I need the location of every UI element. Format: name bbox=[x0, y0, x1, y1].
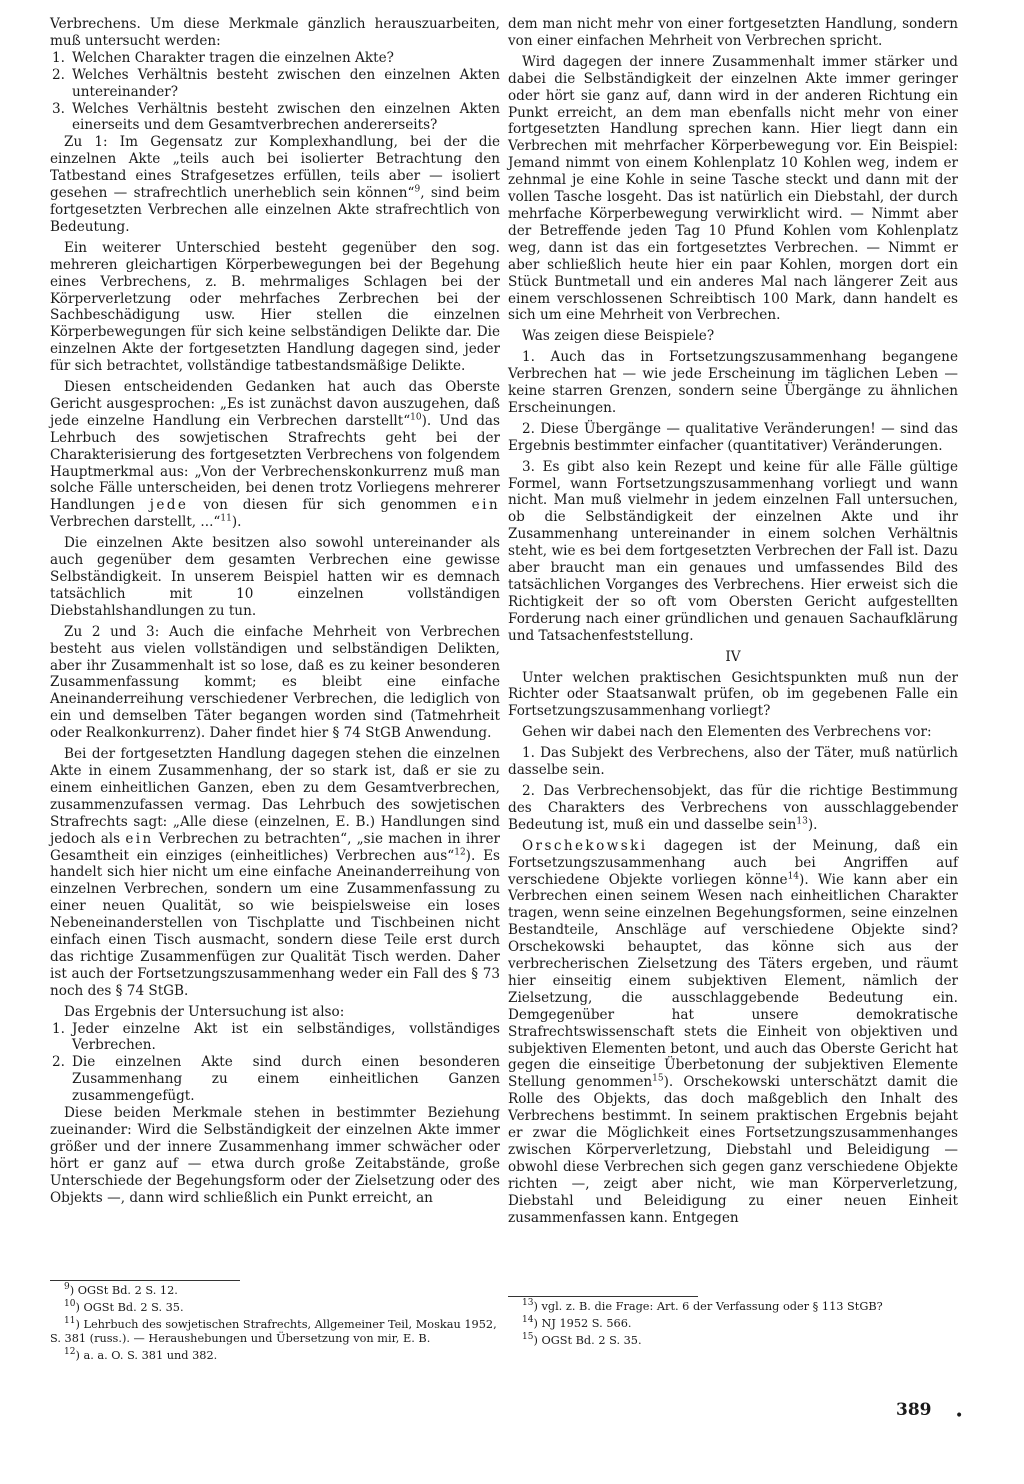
emphasis: Orschekowski bbox=[522, 837, 648, 854]
list-item: 1. Welchen Charakter tragen die einzelnen Akte? bbox=[52, 49, 394, 66]
paragraph: Wird dagegen der innere Zusammenhalt immer stärker und dabei die Selbständigkeit der einzelnen Akte immer geringer oder hört sie ganz auf, dann wird in der anderen Richtung ein Punkt erreicht, an dem man ebenfalls nicht mehr von einer fortgesetzten Handlung sprechen kann. Hier liegt dann ein Verbrechen mit mehrfacher Körperbewegung vor. Ein Beispiel: Jemand nimmt von einem Kohlenplatz 10 Kohlen weg, indem er zehnmal je eine Kohle in seine Tasche steckt und dann mit der vollen Tasche losgeht. Das ist natürlich ein Diebstahl, der durch mehrfache Körperbewegung verwirklicht wird. — Nimmt aber der Betreffende jeden Tag 10 Pfund Kohlen vom Kohlenplatz weg, dann ist das ein fortgesetztes Verbrechen. — Nimmt er aber schließlich heute hier ein paar Kohlen, morgen dort ein Stück Buntmetall und ein anderes Mal nach längerer Zeit aus einem verschlossenen Schreibtisch 100 Mark, dann handelt es sich um eine Mehrheit von Verbrechen. bbox=[508, 53, 958, 324]
page-mark: • bbox=[955, 1408, 964, 1424]
paragraph: Orschekowski dagegen ist der Meinung, daß ein Fortsetzungszusammenhang auch bei Angriffen auf verschiedene Objekte vorliegen könne$^{14}$). Wie kann aber ein Verbrechen einen seinem Wesen nach einheitlichen Charakter tragen, wenn seine einzelnen Begehungsformen, seine einzelnen Bestandteile, Anschläge auf verschiedene Objekte sind? Orschekowski behauptet, das könne sich aus der verbrecherischen Zielsetzung des Täters ergeben, und räumt hier einseitig einem subjektiven Element, nämlich der Zielsetzung, die ausschlaggebende Bedeutung ein. Demgegenüber hat unsere demokratische Strafrechtswissenschaft stets die Einheit von objektiven und subjektiven Elementen betont, und auch das Oberste Gericht hat gegen die einseitige Überbetonung der subjektiven Elemente Stellung genommen$^{15}$). Orschekowski unterschätzt damit die Rolle des Objekts, das doch maßgeblich den Inhalt des Verbrechens bestimmt. In seinem praktischen Ergebnis bejaht er zwar die Möglichkeit eines Fortsetzungszusammenhanges zwischen Körperverletzung, Diebstahl und Beleidigung — obwohl diese Verbrechen sich gegen ganz verschiedene Objekte richten —, zeigt aber nicht, wie man Körperverletzung, Diebstahl und Beleidigung zu einer neuen Einheit zusammenfassen kann. Entgegen bbox=[508, 837, 958, 1226]
paragraph: Was zeigen diese Beispiele? bbox=[522, 328, 715, 345]
paragraph: Das Ergebnis der Untersuchung ist also: bbox=[64, 1003, 345, 1020]
paragraph: Ein weiterer Unterschied besteht gegenüber den sog. mehreren gleichartigen Körperbewegungen bei der Begehung eines Verbrechens, z. B. mehrmaliges Schlagen bei der Körperverletzung oder mehrfaches Zerbrechen bei der Sachbeschädigung usw. Hier stellen die einzelnen Körperbewegungen für sich keine selbständigen Delikte dar. Die einzelnen Akte der fortgesetzten Handlung dagegen sind, jeder für sich betrachtet, vollständige tatbestandsmäßige Delikte. bbox=[50, 239, 500, 375]
paragraph: Bei der fortgesetzten Handlung dagegen stehen die einzelnen Akte in einem Zusammenhang, der so stark ist, daß er sie zu einem einheitlichen Ganzen, eben zu dem Gesamtverbrechen, zusammenzufassen vermag. Das Lehrbuch des sowjetischen Strafrechts sagt: „Alle diese (einzelnen, E. B.) Handlungen sind jedoch als ein Verbrechen zu betrachten“, „sie machen in ihrer Gesamtheit ein einziges (einheitliches) Verbrechen aus“$^{12}$). Es handelt sich hier nicht um eine einfache Aneinanderreihung von einzelnen Verbrechen, sondern um eine Zusammenfassung zu einer neuen Qualität, so wie beispielsweise ein loses Nebeneinanderstellen von Tischplatte und Tischbeinen nicht einfach einen Tisch ausmacht, sondern diese Teile erst durch das richtige Zusammenfügen zur Qualität Tisch werden. Daher ist auch der Fortsetzungszusammenhang weder ein Fall des § 73 noch des § 74 StGB. bbox=[50, 746, 500, 999]
footnote: $^{13}$) vgl. z. B. die Frage: Art. 6 der Verfassung oder § 113 StGB? bbox=[522, 1298, 883, 1313]
footnote: $^9$) OGSt Bd. 2 S. 12. bbox=[64, 1282, 178, 1297]
paragraph: Zu 2 und 3: Auch die einfache Mehrheit von Verbrechen besteht aus vielen vollständigen und selbständigen Delikten, aber ihr Zusammenhalt ist so lose, daß es zu keiner besonderen Zusammenfassung kommt; es bleibt eine einfache Aneinanderreihung verschiedener Verbrechen, die lediglich von ein und demselben Täter begangen worden sind (Tatmehrheit oder Realkonkurrenz). Daher findet hier § 74 StGB Anwendung. bbox=[50, 623, 500, 742]
paragraph: Zu 1: Im Gegensatz zur Komplexhandlung, bei der die einzelnen Akte „teils auch bei isolierter Betrachtung den Tatbestand eines Strafgesetzes erfüllen, teils aber — isoliert gesehen — strafrechtlich unerheblich sein können“$^9$, sind beim fortgesetzten Verbrechen alle einzelnen Akte strafrechtlich von Bedeutung. bbox=[50, 134, 501, 235]
list-item: 3. Welches Verhältnis besteht zwischen den einzelnen Akten einerseits und dem Gesamtverbrechen andererseits? bbox=[52, 100, 500, 134]
section-heading: IV bbox=[725, 648, 741, 665]
footnote-divider bbox=[508, 1296, 698, 1297]
emphasis: ein bbox=[125, 830, 154, 847]
paragraph: Die einzelnen Akte besitzen also sowohl untereinander als auch gegenüber dem gesamten Verbrechen eine gewisse Selbständigkeit. In unserem Beispiel hatten wir es demnach tatsächlich mit 10 einzelnen vollständigen Diebstahlshandlungen zu tun. bbox=[50, 535, 500, 619]
paragraph: 1. Das Subjekt des Verbrechens, also der Täter, muß natürlich dasselbe sein. bbox=[508, 745, 958, 779]
left-column bbox=[50, 16, 500, 1207]
footnote-ref: 15 bbox=[652, 1073, 664, 1084]
list-item: 2. Die einzelnen Akte sind durch einen besonderen Zusammenhang zu einem einheitlichen Ganzen zusammengefügt. bbox=[52, 1054, 500, 1105]
footnote-divider bbox=[50, 1280, 240, 1281]
emphasis: jede bbox=[149, 497, 189, 514]
list-item: 1. Jeder einzelne Akt ist ein selbständiges, vollständiges Verbrechen. bbox=[52, 1020, 500, 1054]
footnote: $^{11}$) Lehrbuch des sowjetischen Strafrechts, Allgemeiner Teil, Moskau 1952, S. 381 (russ.). — Heraushebungen und Übersetzung von mir, E. B. bbox=[50, 1316, 497, 1345]
paragraph: 3. Es gibt also kein Rezept und keine für alle Fälle gültige Formel, wann Fortsetzungszusammenhang vorliegt und wann nicht. Man muß vielmehr in jedem einzelnen Fall untersuchen, ob die Selbständigkeit der einzelnen Akte und ihr Zusammenhang untereinander in einem solchen Verhältnis steht, wie es bei dem fortgesetzten Verbrechen der Fall ist. Dazu aber braucht man ein genaues und umfassendes Bild des tatsächlichen Vorganges des Verbrechens. Hier erweist sich die Richtigkeit der so oft vom Obersten Gericht aufgestellten Forderung nach einer gründlichen und genauen Sachaufklärung und Tatsachenfeststellung. bbox=[508, 458, 958, 644]
paragraph: 1. Auch das in Fortsetzungszusammenhang begangene Verbrechen hat — wie jede Erscheinung im täglichen Leben — keine starren Grenzen, sondern seine Übergänge zu ähnlichen Erscheinungen. bbox=[508, 349, 958, 416]
paragraph: 2. Das Verbrechensobjekt, das für die richtige Bestimmung des Charakters des Verbrechens von ausschlaggebender Bedeutung ist, muß ein und dasselbe sein$^{13}$). bbox=[508, 782, 958, 833]
page-number: 389 bbox=[896, 1400, 932, 1420]
paragraph: Verbrechens. Um diese Merkmale gänzlich herauszuarbeiten, muß untersucht werden: bbox=[50, 16, 500, 49]
footnotes-left bbox=[50, 1280, 500, 1363]
footnote-ref: 10 bbox=[410, 412, 422, 423]
footnote: $^{14}$) NJ 1952 S. 566. bbox=[522, 1315, 632, 1330]
footnote-ref: 14 bbox=[787, 870, 800, 881]
footnote: $^{12}$) a. a. O. S. 381 und 382. bbox=[64, 1347, 218, 1362]
footnote-ref: 9 bbox=[414, 184, 421, 195]
paragraph: Unter welchen praktischen Gesichtspunkten muß nun der Richter oder Staatsanwalt prüfen, ob im gegebenen Falle ein Fortsetzungszusammenhang vorliegt? bbox=[508, 669, 958, 720]
footnote-ref: 12 bbox=[454, 846, 466, 857]
footnotes-right bbox=[508, 1296, 958, 1348]
paragraph: Diesen entscheidenden Gedanken hat auch das Oberste Gericht ausgesprochen: „Es ist zunächst davon auszugehen, daß jede einzelne Handlung ein Verbrechen darstellt“$^{10}$). Und das Lehrbuch des sowjetischen Strafrechts geht bei der Charakterisierung des fortgesetzten Verbrechens von folgendem Hauptmerkmal aus: „Von der Verbrechenskonkurrenz muß man solche Fälle unterscheiden, bei denen trotz Vorliegens mehrerer Handlungen jede von diesen für sich genommen ein Verbrechen darstellt, ...“$^{11}$). bbox=[50, 379, 500, 531]
paragraph: dem man nicht mehr von einer fortgesetzten Handlung, sondern von einer einfachen Mehrheit von Verbrechen spricht. bbox=[508, 16, 958, 49]
footnote-ref: 13 bbox=[796, 816, 808, 827]
paragraph: 2. Diese Übergänge — qualitative Veränderungen! — sind das Ergebnis bestimmter einfacher (quantitativer) Veränderungen. bbox=[508, 420, 958, 454]
footnote-ref: 11 bbox=[220, 513, 232, 524]
list-item: 2. Welches Verhältnis besteht zwischen den einzelnen Akten untereinander? bbox=[52, 66, 500, 100]
footnote: $^{10}$) OGSt Bd. 2 S. 35. bbox=[64, 1299, 184, 1314]
result-list bbox=[50, 1021, 500, 1106]
footnote: $^{15}$) OGSt Bd. 2 S. 35. bbox=[522, 1332, 642, 1347]
question-list bbox=[50, 50, 500, 135]
paragraph: Diese beiden Merkmale stehen in bestimmter Beziehung zueinander: Wird die Selbständigkeit der einzelnen Akte immer größer und der innere Zusammenhang immer schwächer oder hört er ganz auf — etwa durch große Zeitabstände, große Unterschiede der Begehungsform oder der Zielsetzung oder des Objekts —, dann wird schließlich ein Punkt erreicht, an bbox=[50, 1105, 500, 1206]
paragraph: Gehen wir dabei nach den Elementen des Verbrechens vor: bbox=[522, 724, 932, 741]
emphasis: ein bbox=[471, 497, 500, 514]
right-column bbox=[508, 16, 958, 1227]
